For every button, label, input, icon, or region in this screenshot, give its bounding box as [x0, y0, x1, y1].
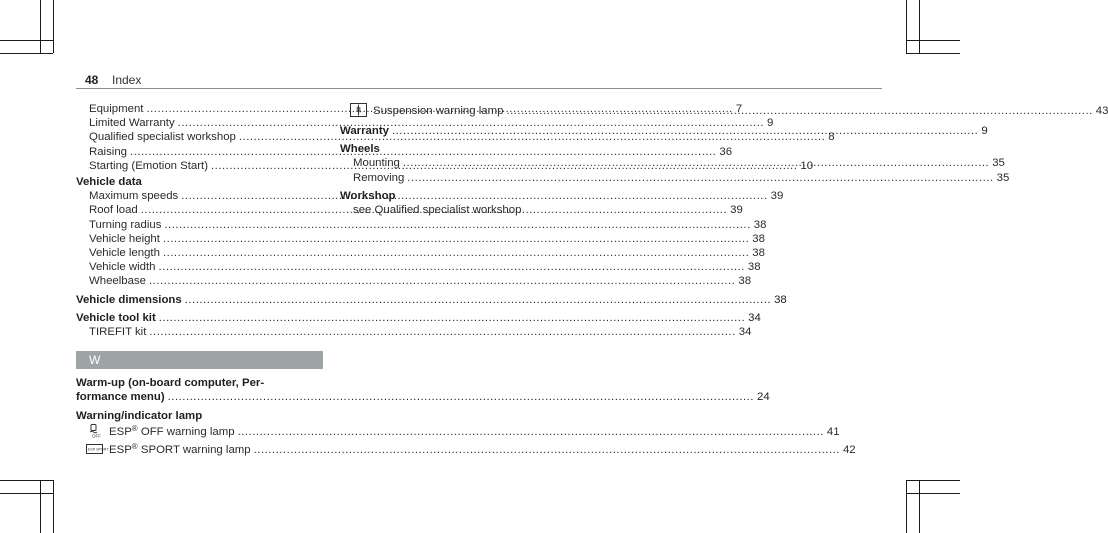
esp-off-icon	[86, 424, 103, 438]
entry-label: Roof load	[89, 204, 138, 217]
page-number: 48	[85, 73, 99, 87]
header-divider	[76, 88, 882, 89]
entry-label: Equipment	[89, 103, 144, 115]
index-heading-wheels: Wheels	[340, 143, 380, 156]
suspension-icon	[350, 103, 367, 117]
index-entry[interactable]	[76, 325, 752, 339]
index-entry-esp-off[interactable]	[76, 423, 840, 441]
crop-mark	[906, 480, 960, 481]
leader-dots	[149, 325, 735, 339]
entry-label: Starting (Emotion Start)	[89, 159, 209, 172]
index-heading-vehicle-data: Vehicle data	[76, 176, 142, 189]
svg-text:OFF: OFF	[92, 433, 101, 439]
leader-dots	[238, 423, 824, 441]
leader-dots	[254, 441, 840, 459]
index-entry-vehicle-dimensions[interactable]	[76, 293, 787, 307]
crop-mark	[53, 480, 54, 533]
entry-page: 38	[774, 293, 787, 306]
entry-page: 38	[738, 275, 752, 288]
crop-mark	[906, 480, 907, 533]
crop-mark	[0, 493, 53, 494]
entry-label: formance menu)	[76, 391, 165, 404]
crop-mark	[40, 0, 41, 53]
crop-mark	[40, 480, 41, 533]
entry-page: 39	[730, 204, 743, 217]
crop-mark	[0, 53, 53, 54]
entry-page: 38	[753, 218, 767, 231]
suspension-text: Suspension warning lamp	[373, 105, 504, 117]
entry-label: Removing	[353, 171, 405, 184]
leader-dots	[392, 124, 978, 138]
entry-page: 38	[747, 261, 761, 274]
entry-page: 9	[767, 117, 774, 130]
entry-label	[86, 441, 251, 459]
entry-label	[86, 423, 235, 441]
entry-page: 34	[738, 326, 752, 339]
index-entry-esp-sport[interactable]	[76, 441, 856, 459]
entry-page: 24	[756, 391, 770, 404]
entry-label: Raising	[89, 145, 127, 158]
entry-label: Wheelbase	[89, 275, 146, 288]
crop-mark	[906, 53, 960, 54]
entry-label: Vehicle width	[89, 261, 156, 274]
index-heading-warm-up[interactable]: Warm-up (on-board computer, Per-	[76, 377, 265, 390]
entry-label: Qualified specialist workshop	[89, 131, 236, 144]
crop-mark	[906, 40, 960, 41]
esp-sport-icon	[86, 442, 109, 456]
see-reference-link[interactable]: see Qualified specialist workshop	[353, 204, 522, 217]
leader-dots	[159, 311, 745, 325]
crop-mark	[0, 40, 53, 41]
entry-page: 35	[992, 157, 1005, 170]
leader-dots	[163, 246, 749, 260]
index-entry[interactable]	[76, 116, 774, 130]
entry-page: 39	[770, 190, 784, 203]
index-entry-suspension[interactable]	[340, 102, 1108, 120]
leader-dots	[168, 390, 754, 404]
page-section-title: Index	[112, 73, 142, 87]
entry-page: 7	[735, 103, 743, 115]
entry-label	[350, 102, 503, 120]
index-entry[interactable]	[76, 246, 765, 260]
entry-page: 34	[748, 311, 761, 324]
entry-label: Vehicle length	[89, 247, 160, 260]
registered-mark: ®	[131, 423, 138, 433]
leader-dots	[185, 293, 771, 307]
leader-dots	[403, 156, 989, 170]
esp-rest-text: SPORT warning lamp	[137, 443, 251, 456]
entry-page: 8	[828, 131, 835, 144]
index-entry[interactable]	[76, 218, 767, 232]
registered-mark: ®	[131, 441, 138, 451]
leader-dots	[164, 218, 750, 232]
index-entry-vehicle-tool-kit[interactable]	[76, 311, 761, 325]
entry-label: Mounting	[353, 157, 400, 170]
entry-page: 41	[826, 425, 840, 438]
leader-dots	[407, 171, 993, 185]
esp-text: ESP	[109, 443, 132, 456]
crop-mark	[919, 480, 920, 533]
crop-mark	[906, 0, 907, 53]
index-heading-workshop: Workshop	[340, 189, 396, 202]
index-entry[interactable]	[76, 232, 765, 246]
entry-page: 36	[719, 145, 733, 158]
entry-label: Vehicle dimensions	[76, 293, 182, 306]
entry-label: TIREFIT kit	[89, 326, 147, 339]
index-entry-warranty[interactable]	[340, 124, 988, 138]
crop-mark	[906, 493, 960, 494]
letter-section-bar: W	[76, 351, 323, 369]
index-entry-warm-up[interactable]	[76, 390, 770, 404]
esp-sport-icon-text: ESP SPORT	[88, 447, 109, 452]
entry-label: Limited Warranty	[89, 117, 175, 130]
esp-rest-text: OFF warning lamp	[137, 425, 235, 438]
entry-page: 38	[752, 232, 765, 245]
leader-dots	[149, 274, 735, 288]
entry-page: 38	[752, 247, 765, 260]
index-entry[interactable]	[76, 260, 761, 274]
entry-page: 42	[842, 443, 856, 456]
entry-page: 9	[981, 125, 988, 137]
esp-text: ESP	[109, 425, 132, 438]
entry-page: 10	[800, 159, 814, 172]
index-heading-warning-lamp: Warning/indicator lamp	[76, 409, 203, 422]
entry-label: Warranty	[340, 125, 389, 137]
entry-label: Vehicle height	[89, 232, 160, 245]
entry-label: Maximum speeds	[89, 190, 179, 203]
index-entry[interactable]	[340, 171, 1010, 185]
leader-dots	[163, 232, 749, 246]
entry-label: Turning radius	[89, 218, 162, 231]
crop-mark	[53, 0, 54, 53]
crop-mark	[919, 0, 920, 53]
leader-dots	[506, 102, 1092, 120]
leader-dots	[159, 260, 745, 274]
crop-mark	[0, 480, 53, 481]
entry-label: Vehicle tool kit	[76, 311, 156, 324]
index-entry[interactable]	[76, 274, 752, 288]
entry-page: 35	[996, 171, 1010, 184]
entry-page: 43	[1095, 105, 1108, 117]
